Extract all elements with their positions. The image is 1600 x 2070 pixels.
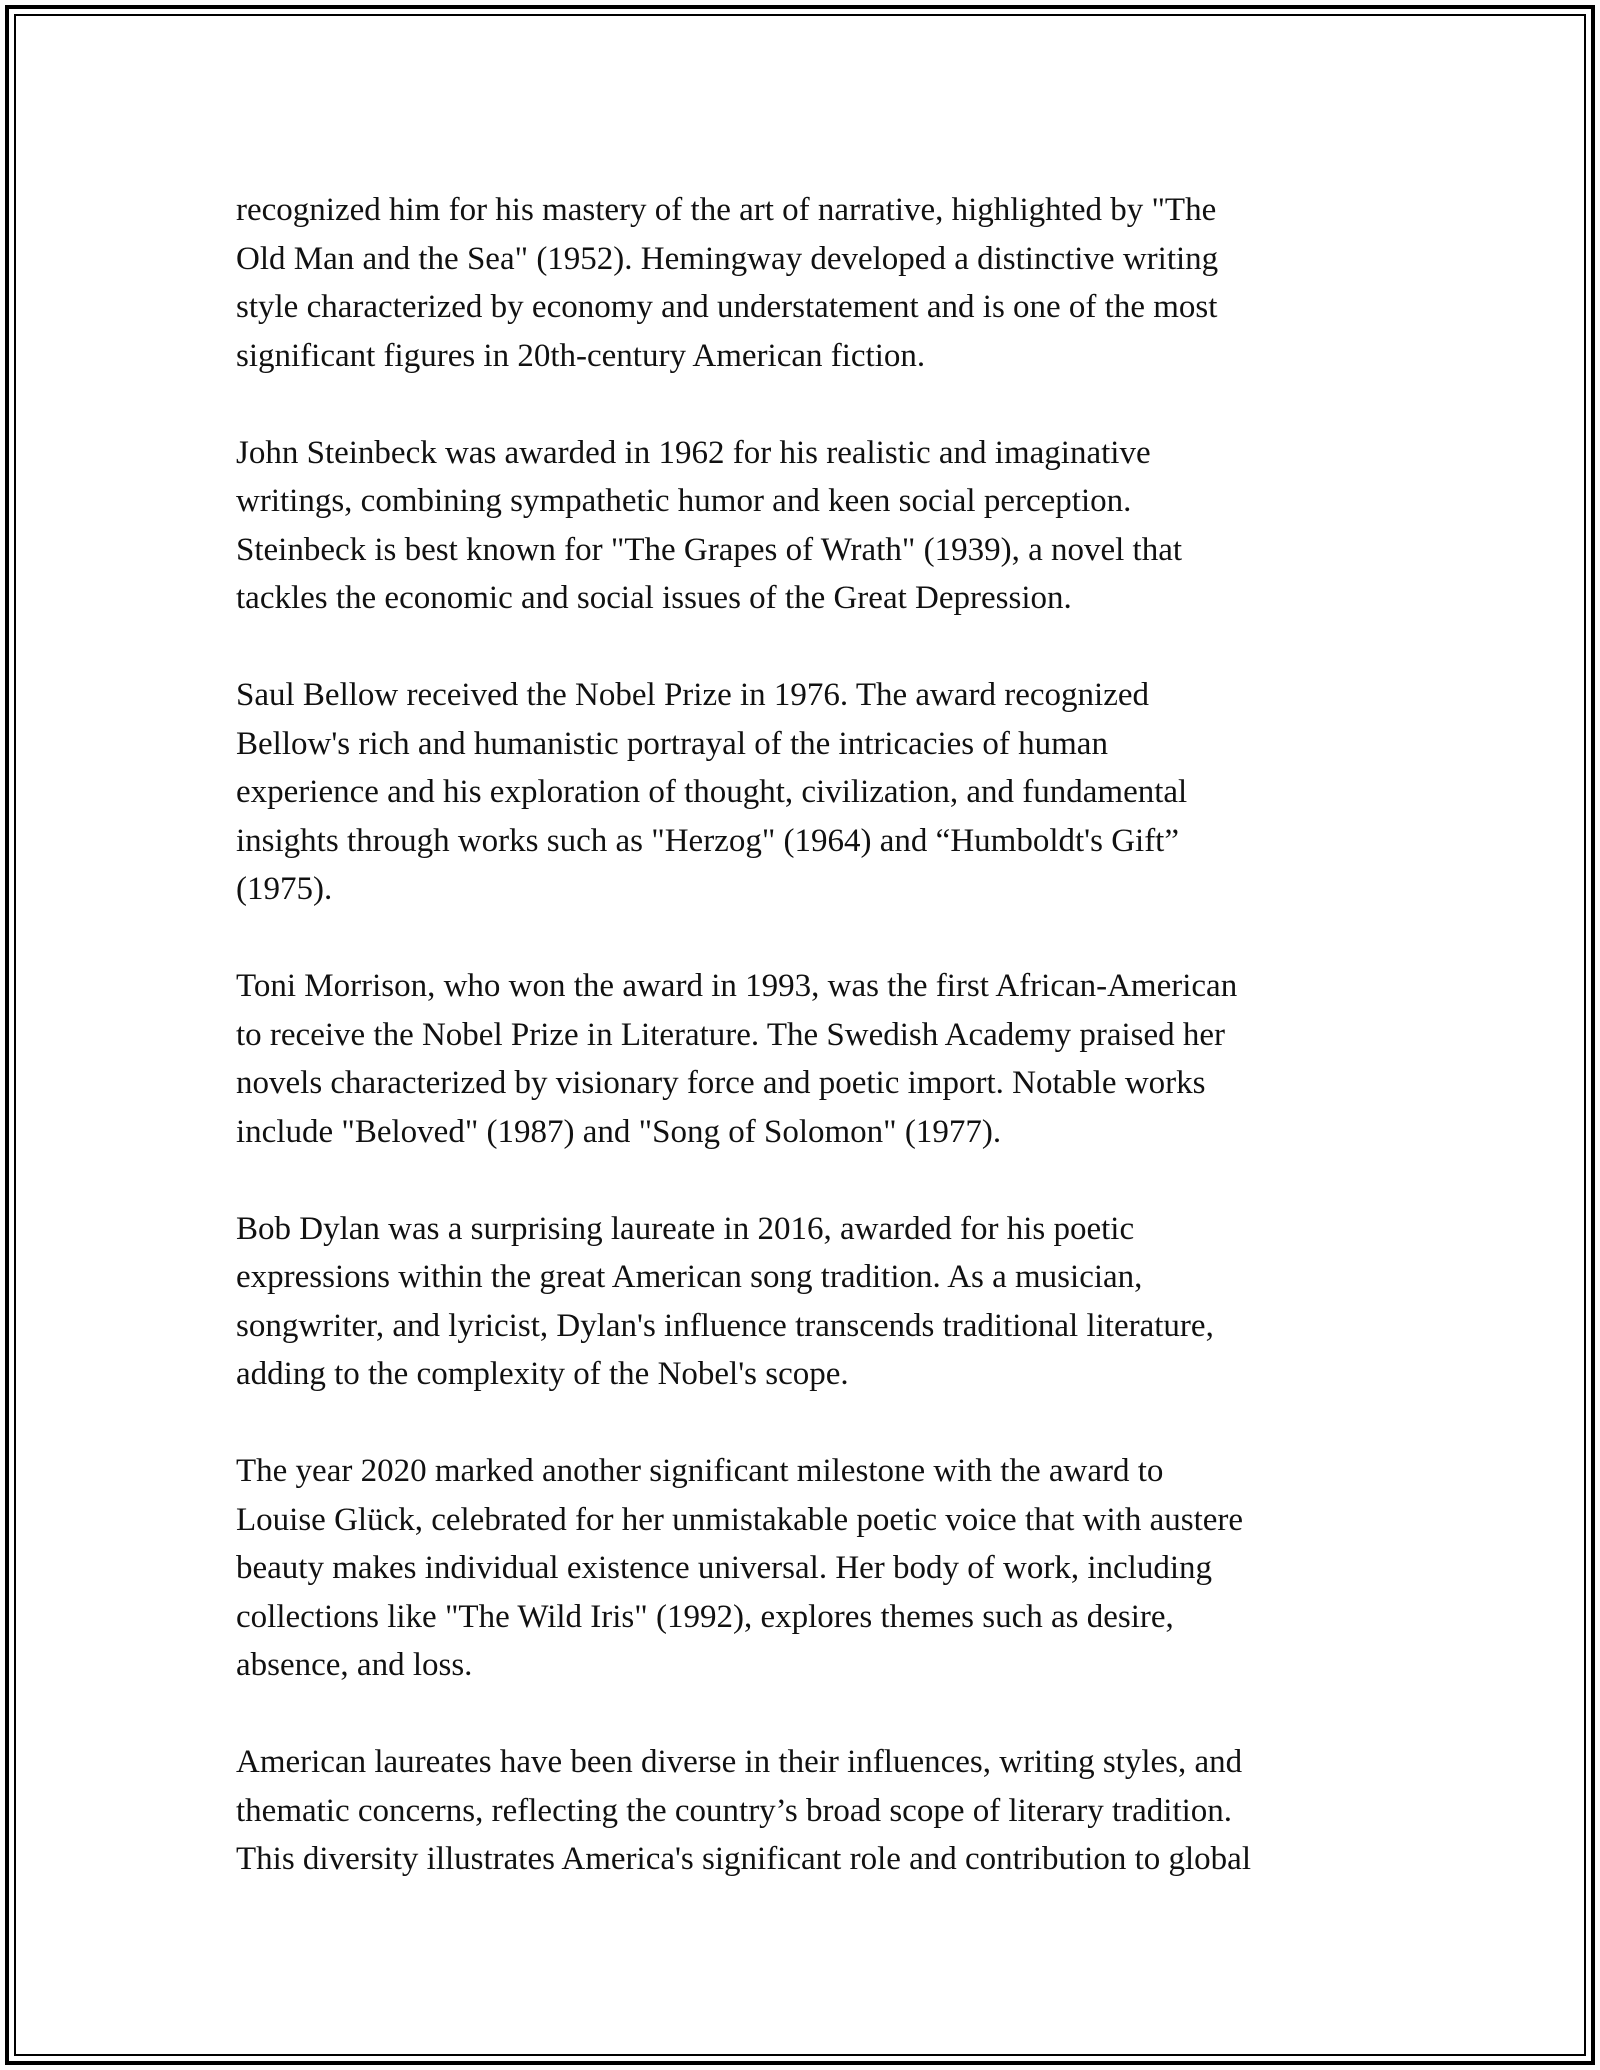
paragraph-dylan: Bob Dylan was a surprising laureate in 2016, awarded for his poetic expressions within the great American song tradition. As a musician, songwriter, and lyricist, Dylan's influence transcends traditional literature, adding to the complexity of the Nobel's scope. — [236, 1210, 1214, 1392]
paragraph-steinbeck: John Steinbeck was awarded in 1962 for his realistic and imaginative writings, combining sympathetic humor and keen social perception. Steinbeck is best known for "The Grapes of Wrath" (1939), a novel that tackles the economic and social issues of the Great Depression. — [236, 434, 1183, 616]
paragraph-gluck: The year 2020 marked another significant milestone with the award to Louise Glück, celebrated for her unmistakable poetic voice that with austere beauty makes individual existence universal. Her body of work, including collections like "The Wild Iris" (1992), explores themes such as desire, absence, and loss. — [236, 1453, 1244, 1683]
paragraph-hemingway: recognized him for his mastery of the art of narrative, highlighted by "The Old Man and the Sea" (1952). Hemingway developed a distinctive writing style characterized by economy and understatement and is one of the most significant figures in 20th-century American fiction. — [236, 192, 1219, 374]
document-body — [236, 186, 1376, 1884]
paragraph-bellow: Saul Bellow received the Nobel Prize in 1976. The award recognized Bellow's rich and humanistic portrayal of the intricacies of human experience and his exploration of thought, civilization, and fundamental insights through works such as "Herzog" (1964) and “Humboldt's Gift” (1975). — [236, 677, 1188, 907]
paragraph-morrison: Toni Morrison, who won the award in 1993, was the first African-American to receive the Nobel Prize in Literature. The Swedish Academy praised her novels characterized by visionary force and poetic import. Notable works include "Beloved" (1987) and "Song of Solomon" (1977). — [236, 968, 1238, 1150]
paragraph-american-laureates: American laureates have been diverse in their influences, writing styles, and thematic concerns, reflecting the country’s broad scope of literary tradition. This diversity illustrates America's significant role and contribution to global — [236, 1744, 1251, 1877]
